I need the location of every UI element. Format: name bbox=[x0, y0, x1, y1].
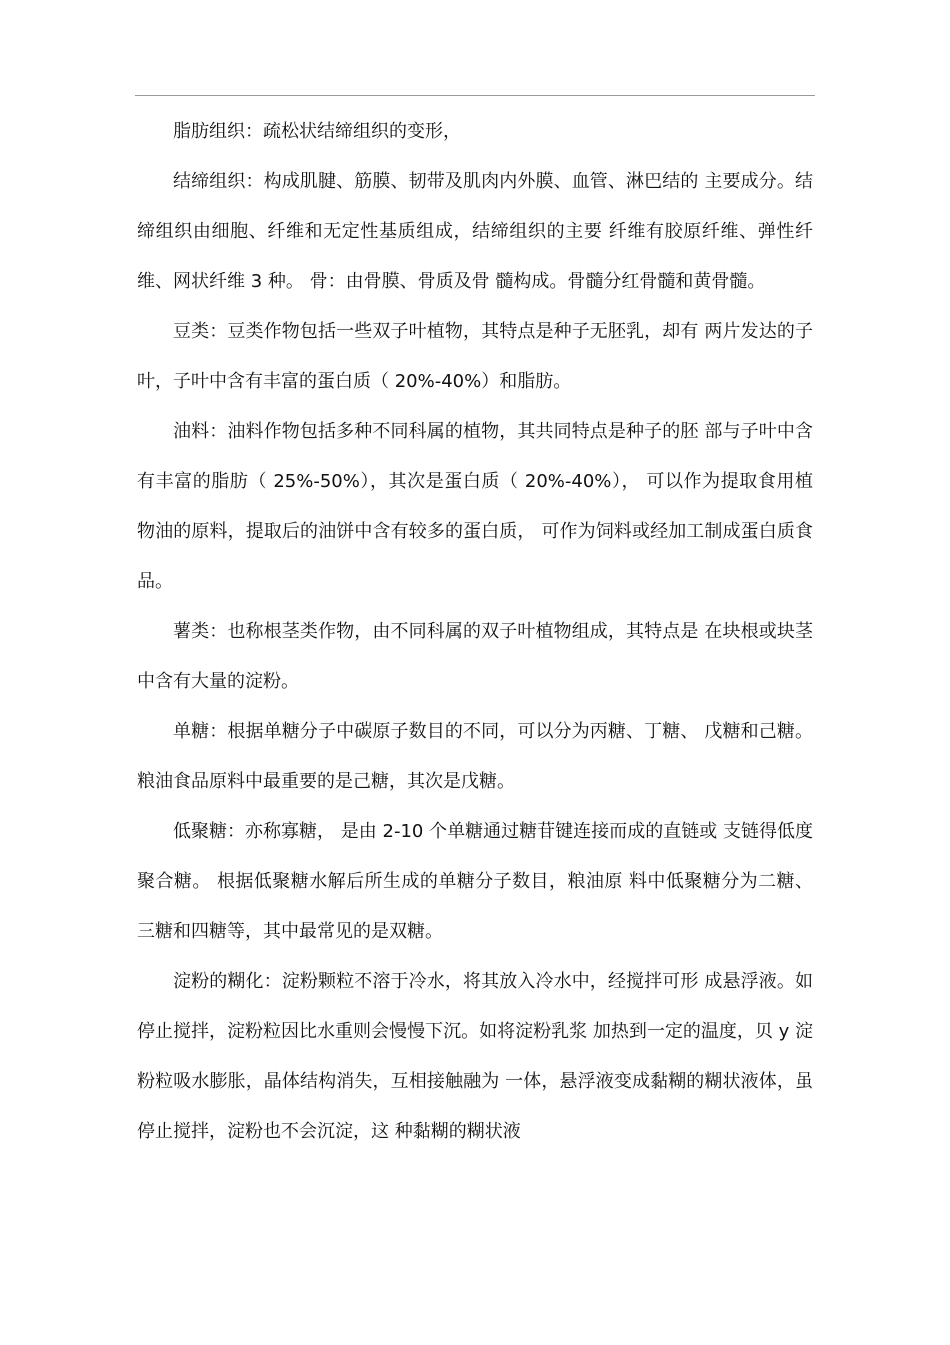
paragraph-adipose-tissue: 脂肪组织：疏松状结缔组织的变形， bbox=[173, 121, 461, 142]
document-body bbox=[137, 107, 813, 1157]
paragraph-connective-tissue: 结缔组织：构成肌腱、筋膜、韧带及肌肉内外膜、血管、淋巴结的 主要成分。结缔组织由细胞、纤维和无定性基质组成，结缔组织的主要 纤维有胶原纤维、弹性纤维、网状纤维 3 种。 骨：由骨膜、骨质及骨 髓构成。骨髓分红骨髓和黄骨髓。 bbox=[137, 171, 813, 292]
paragraph-starch-gelatinization: 淀粉的糊化：淀粉颗粒不溶于冷水，将其放入冷水中，经搅拌可形 成悬浮液。如停止搅拌，淀粉粒因比水重则会慢慢下沉。如将淀粉乳浆 加热到一定的温度，贝 y 淀粉粒吸水膨胀，晶体结构消失，互相接触融为 一体，悬浮液变成黏糊的糊状液体，虽停止搅拌，淀粉也不会沉淀，这 种黏糊的糊状液 bbox=[137, 971, 813, 1142]
paragraph-oilseeds: 油料：油料作物包括多种不同科属的植物，其共同特点是种子的胚 部与子叶中含有丰富的脂肪（ 25%-50%），其次是蛋白质（ 20%-40%）， 可以作为提取食用植物油的原料，提取后的油饼中含有较多的蛋白质， 可作为饲料或经加工制成蛋白质食品。 bbox=[137, 421, 813, 592]
header-rule bbox=[135, 95, 815, 96]
paragraph-monosaccharides: 单糖：根据单糖分子中碳原子数目的不同，可以分为丙糖、丁糖、 戊糖和己糖。粮油食品原料中最重要的是己糖，其次是戊糖。 bbox=[137, 721, 813, 792]
paragraph-legumes: 豆类：豆类作物包括一些双子叶植物，其特点是种子无胚乳，却有 两片发达的子叶，子叶中含有丰富的蛋白质（ 20%-40%）和脂肪。 bbox=[137, 321, 813, 392]
paragraph-oligosaccharides: 低聚糖：亦称寡糖， 是由 2-10 个单糖通过糖苷键连接而成的直链或 支链得低度聚合糖。 根据低聚糖水解后所生成的单糖分子数目，粮油原 料中低聚糖分为二糖、三糖和四糖等，其中最常见的是双糖。 bbox=[137, 821, 813, 942]
paragraph-tubers: 薯类：也称根茎类作物，由不同科属的双子叶植物组成，其特点是 在块根或块茎中含有大量的淀粉。 bbox=[137, 621, 813, 692]
